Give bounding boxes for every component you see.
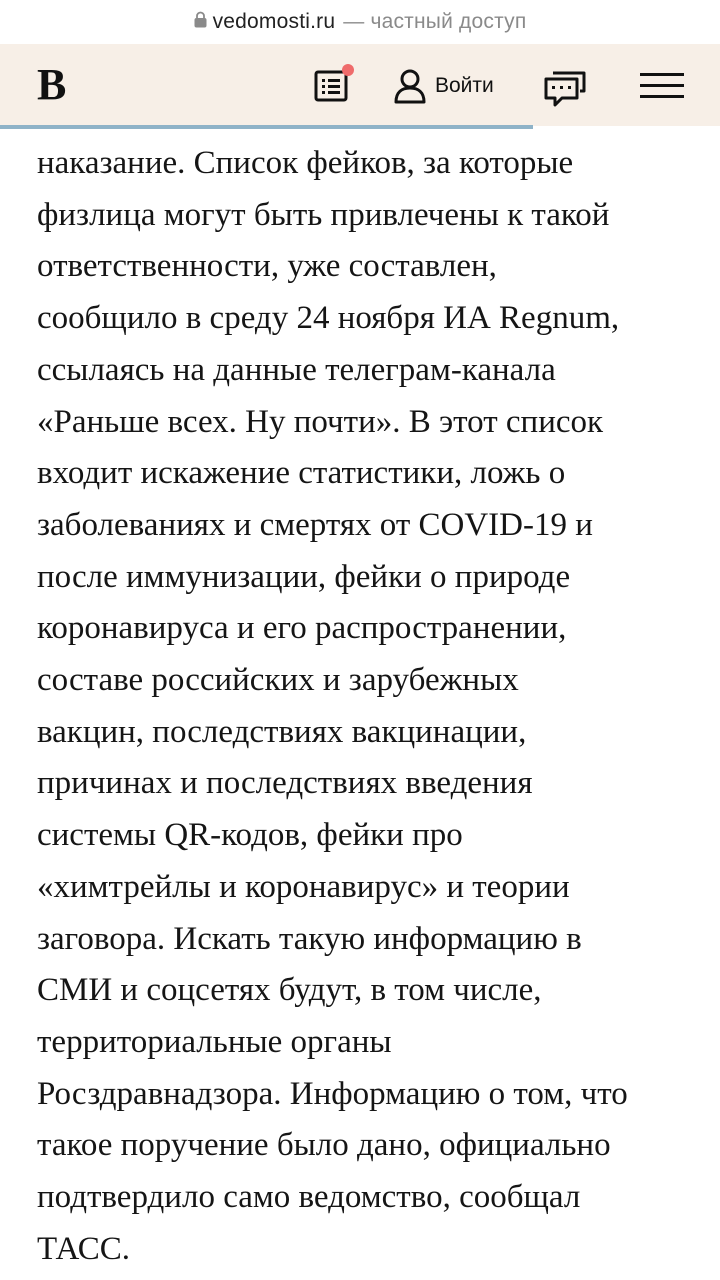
lock-icon xyxy=(194,10,207,34)
article-body xyxy=(37,138,697,1275)
reading-progress-bar xyxy=(0,125,720,129)
comments-icon xyxy=(544,67,586,107)
reading-progress-fill xyxy=(0,125,533,129)
article-paragraph: наказание. Список фейков, за которые физлица могут быть привлечены к такой ответственности, уже составлен, сообщило в среду 24 ноября ИА Regnum, ссылаясь на данные телеграм-канала «Раньше всех. Ну почти». В этот список входит искажение статистики, ложь о заболеваниях и смертях от COVID-19 и после иммунизации, фейки о природе коронавируса и его распространении, составе российских и зарубежных вакцин, последствиях вакцинации, причинах и последствиях введения системы QR-кодов, фейки про «химтрейлы и коронавирус» и теории заговора. Искать такую информацию в СМИ и соцсетях будут, в том числе, территориальные органы Росздравнадзора. Информацию о том, что такое поручение было дано, официально подтвердило само ведомство, сообщал ТАСС. xyxy=(37,145,628,1267)
site-header xyxy=(0,44,720,126)
news-feed-button[interactable] xyxy=(310,64,354,108)
login-button[interactable] xyxy=(393,64,494,108)
private-access-label: — частный доступ xyxy=(343,10,527,33)
hamburger-menu-icon xyxy=(640,71,684,101)
login-label: Войти xyxy=(435,74,494,97)
browser-url-bar[interactable] xyxy=(0,0,720,44)
notification-dot xyxy=(342,64,354,76)
main-menu-button[interactable] xyxy=(638,66,686,106)
comments-button[interactable] xyxy=(542,64,588,110)
vedomosti-logo[interactable]: B xyxy=(37,60,67,109)
user-icon xyxy=(393,68,427,104)
url-domain: vedomosti.ru xyxy=(212,10,336,33)
